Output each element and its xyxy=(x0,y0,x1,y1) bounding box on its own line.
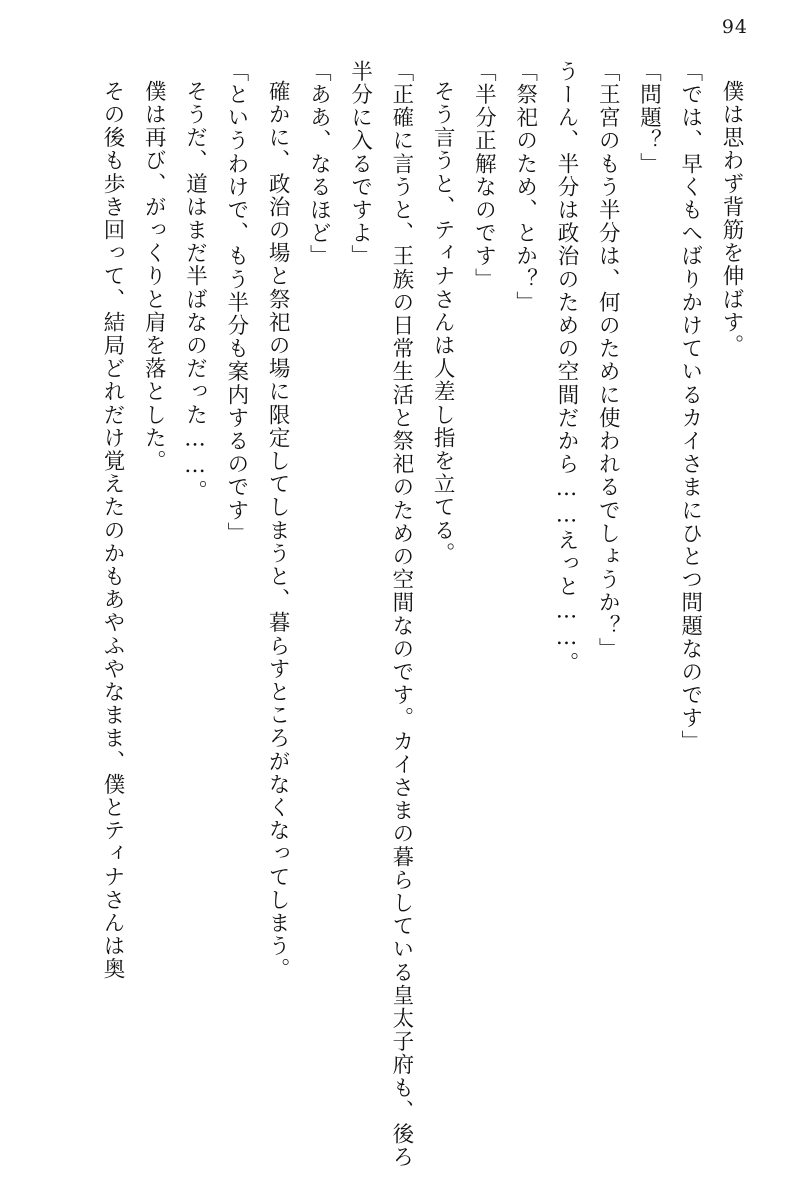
paragraph: 「半分正解なのです」 xyxy=(471,60,497,291)
page-body-text xyxy=(40,60,752,1172)
paragraph: 「というわけで、もう半分も案内するのです」 xyxy=(223,60,249,546)
paragraph: 「正確に言うと、王族の日常生活と祭祀のための空間なのです。カイさまの暮らしている皇太子府も、後ろ半分に入るですよ」 xyxy=(347,60,414,1169)
paragraph: 「ああ、なるほど」 xyxy=(306,60,332,268)
paragraph: 「では、早くもへばりかけているカイさまにひとつ問題なのです」 xyxy=(677,60,703,753)
paragraph: 僕は思わず背筋を伸ばす。 xyxy=(719,80,744,358)
paragraph: 「祭祀のため、とか？」 xyxy=(512,60,538,315)
paragraph: 「問題？」 xyxy=(636,60,662,176)
paragraph: 僕は再び、がっくりと肩を落とした。 xyxy=(141,80,167,473)
paragraph: 確かに、政治の場と祭祀の場に限定してしまうと、暮らすところがなくなってしまう。 xyxy=(265,80,291,981)
page-number: 94 xyxy=(721,16,748,38)
paragraph: そうだ、道はまだ半ばなのだった……。 xyxy=(182,80,208,503)
paragraph: うーん、半分は政治のための空間だから……えっと……。 xyxy=(553,60,579,675)
paragraph: その後も歩き回って、結局どれだけ覚えたのかもあやふやなまま、僕とティナさんは奥 xyxy=(100,80,126,981)
paragraph: そう言うと、ティナさんは人差し指を立てる。 xyxy=(430,80,456,566)
paragraph: 「王宮のもう半分は、何のために使われるでしょうか？」 xyxy=(595,60,621,661)
